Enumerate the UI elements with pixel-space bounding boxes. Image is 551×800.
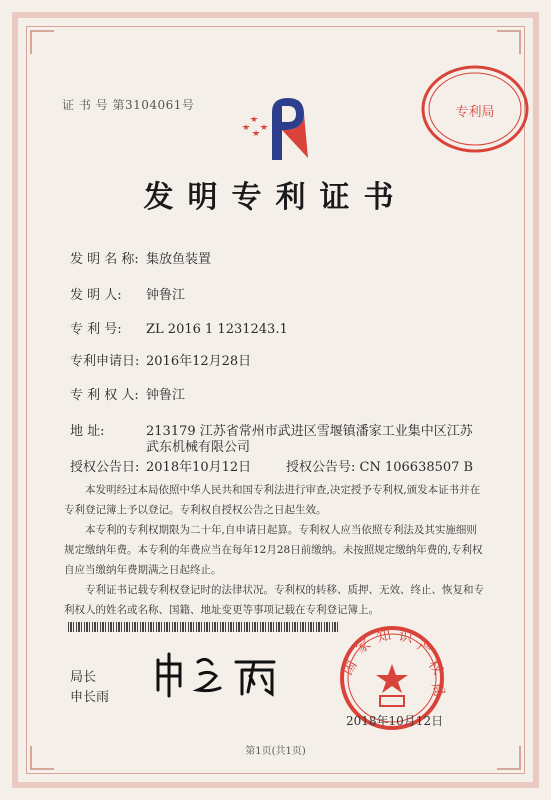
- field-address: [70, 420, 473, 439]
- corner-ornament: [497, 30, 521, 54]
- corner-ornament: [30, 30, 54, 54]
- paragraph: 本发明经过本局依照中华人民共和国专利法进行审查,决定授予专利权,颁发本证书并在专利登记簿上予以登记。专利权自授权公告之日起生效。: [64, 484, 481, 516]
- field-label: 授权公告日:: [70, 460, 140, 475]
- paragraph: 专利证书记载专利权登记时的法律状况。专利权的转移、质押、无效、终止、恢复和专利权人的姓名或名称、国籍、地址变更等事项记载在专利登记簿上。: [64, 584, 484, 616]
- field-value: 213179 江苏省常州市武进区雪堰镇潘家工业集中区江苏: [146, 424, 473, 439]
- field-value: 2018年10月12日: [146, 460, 252, 475]
- svg-text:权: 权: [424, 657, 446, 678]
- field-filing-date: [70, 350, 251, 369]
- field-value: ZL 2016 1 1231243.1: [146, 322, 288, 337]
- field-value: 集放鱼装置: [146, 252, 212, 267]
- barcode: [68, 622, 338, 632]
- field-label: 发 明 名 称:: [70, 252, 139, 267]
- svg-text:识: 识: [397, 628, 414, 647]
- svg-text:国: 国: [339, 657, 361, 678]
- field-grant-publication-number: [286, 456, 473, 475]
- field-value: 钟鲁江: [146, 288, 186, 303]
- director-name: 申长雨: [70, 690, 110, 705]
- certificate-number: 证 书 号 第3104061号: [62, 98, 195, 112]
- certificate-title: 发明专利证书: [143, 180, 408, 215]
- field-invention-name: [70, 248, 211, 267]
- field-label: 授权公告号:: [286, 460, 356, 475]
- field-label: 专 利 权 人:: [70, 388, 139, 403]
- field-grant-date: [70, 456, 251, 475]
- field-label: 专 利 号:: [70, 322, 122, 337]
- svg-text:知: 知: [375, 627, 393, 646]
- svg-text:家: 家: [353, 636, 374, 658]
- field-value: 钟鲁江: [146, 388, 186, 403]
- svg-text:专利局: 专利局: [455, 105, 495, 120]
- svg-text:产: 产: [413, 637, 435, 659]
- patent-office-seal: [420, 64, 530, 158]
- handwritten-signature: [150, 650, 290, 704]
- seal-date: 2018年10月12日: [346, 714, 444, 728]
- field-label: 专利申请日:: [70, 354, 140, 369]
- paragraph: 本专利的专利权期限为二十年,自申请日起算。专利权人应当依照专利法及其实施细则规定缴纳年费。本专利的年费应当在每年12月28日前缴纳。未按照规定缴纳年费的,专利权自应当缴纳年费期满之日起终止。: [64, 524, 483, 576]
- director-title: 局长: [70, 670, 97, 685]
- patent-office-logo: [238, 92, 318, 166]
- page-number: 第1页(共1页): [245, 746, 306, 757]
- field-patent-number: [70, 318, 288, 337]
- field-inventor: [70, 284, 185, 303]
- field-value: CN 106638507 B: [359, 460, 474, 475]
- field-patentee: [70, 384, 185, 403]
- svg-text:局: 局: [428, 680, 448, 699]
- field-value: 2016年12月28日: [146, 354, 252, 369]
- field-label: 发 明 人:: [70, 288, 122, 303]
- field-label: 地 址:: [70, 424, 105, 439]
- field-address-line2: 武东机械有限公司: [146, 440, 251, 455]
